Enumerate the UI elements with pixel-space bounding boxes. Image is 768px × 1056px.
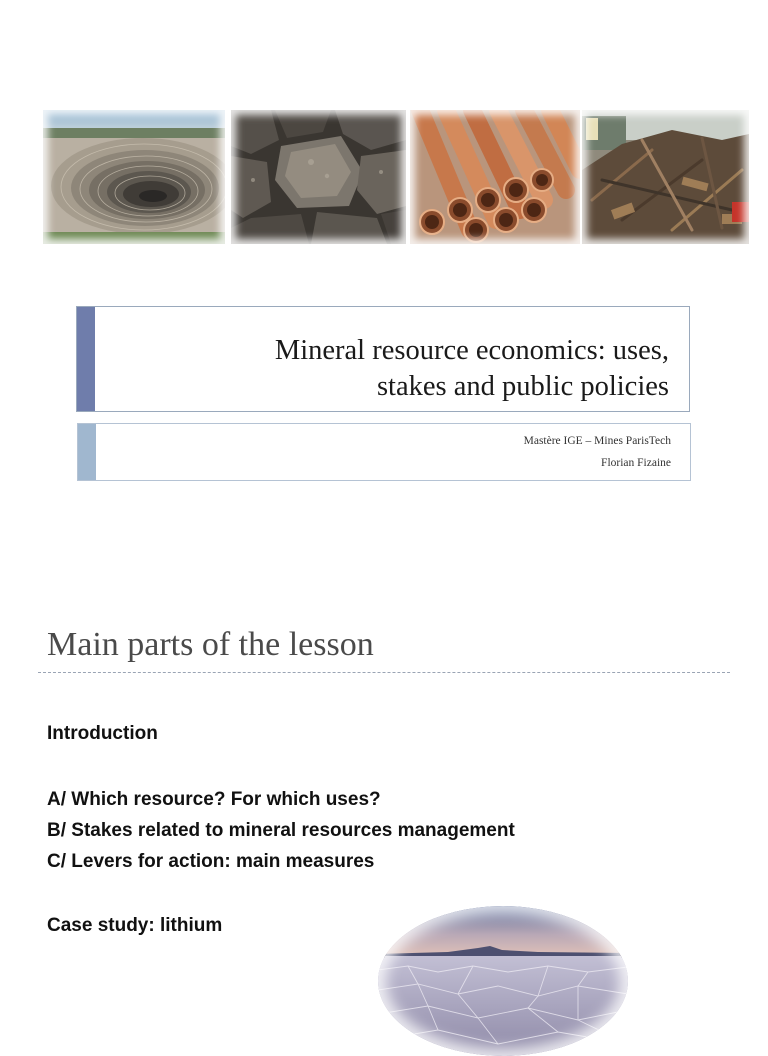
title-line-1: Mineral resource economics: uses, [274,335,669,366]
subtitle-accent-bar [78,424,96,480]
heading-divider [38,672,730,673]
salt-flat-photo [378,906,628,1056]
subtitle-box [77,423,691,481]
ore-rocks-photo [231,110,406,244]
agenda-part-c: C/ Levers for action: main measures [47,851,375,872]
open-pit-mine-photo [43,110,225,244]
presentation-title [109,333,669,405]
agenda-case-study: Case study: lithium [47,915,223,936]
title-accent-bar [77,307,95,411]
slide-heading: Main parts of the lesson [47,626,374,663]
agenda-part-b: B/ Stakes related to mineral resources management [47,820,515,841]
title-box [76,306,690,412]
agenda-intro: Introduction [47,723,158,744]
agenda-part-a: A/ Which resource? For which uses? [47,789,381,810]
program-label: Mastère IGE – Mines ParisTech [523,435,671,447]
title-line-2: stakes and public policies [376,371,669,402]
author-label: Florian Fizaine [601,457,671,469]
copper-pipes-photo [410,110,580,244]
scrap-metal-photo [582,110,749,244]
